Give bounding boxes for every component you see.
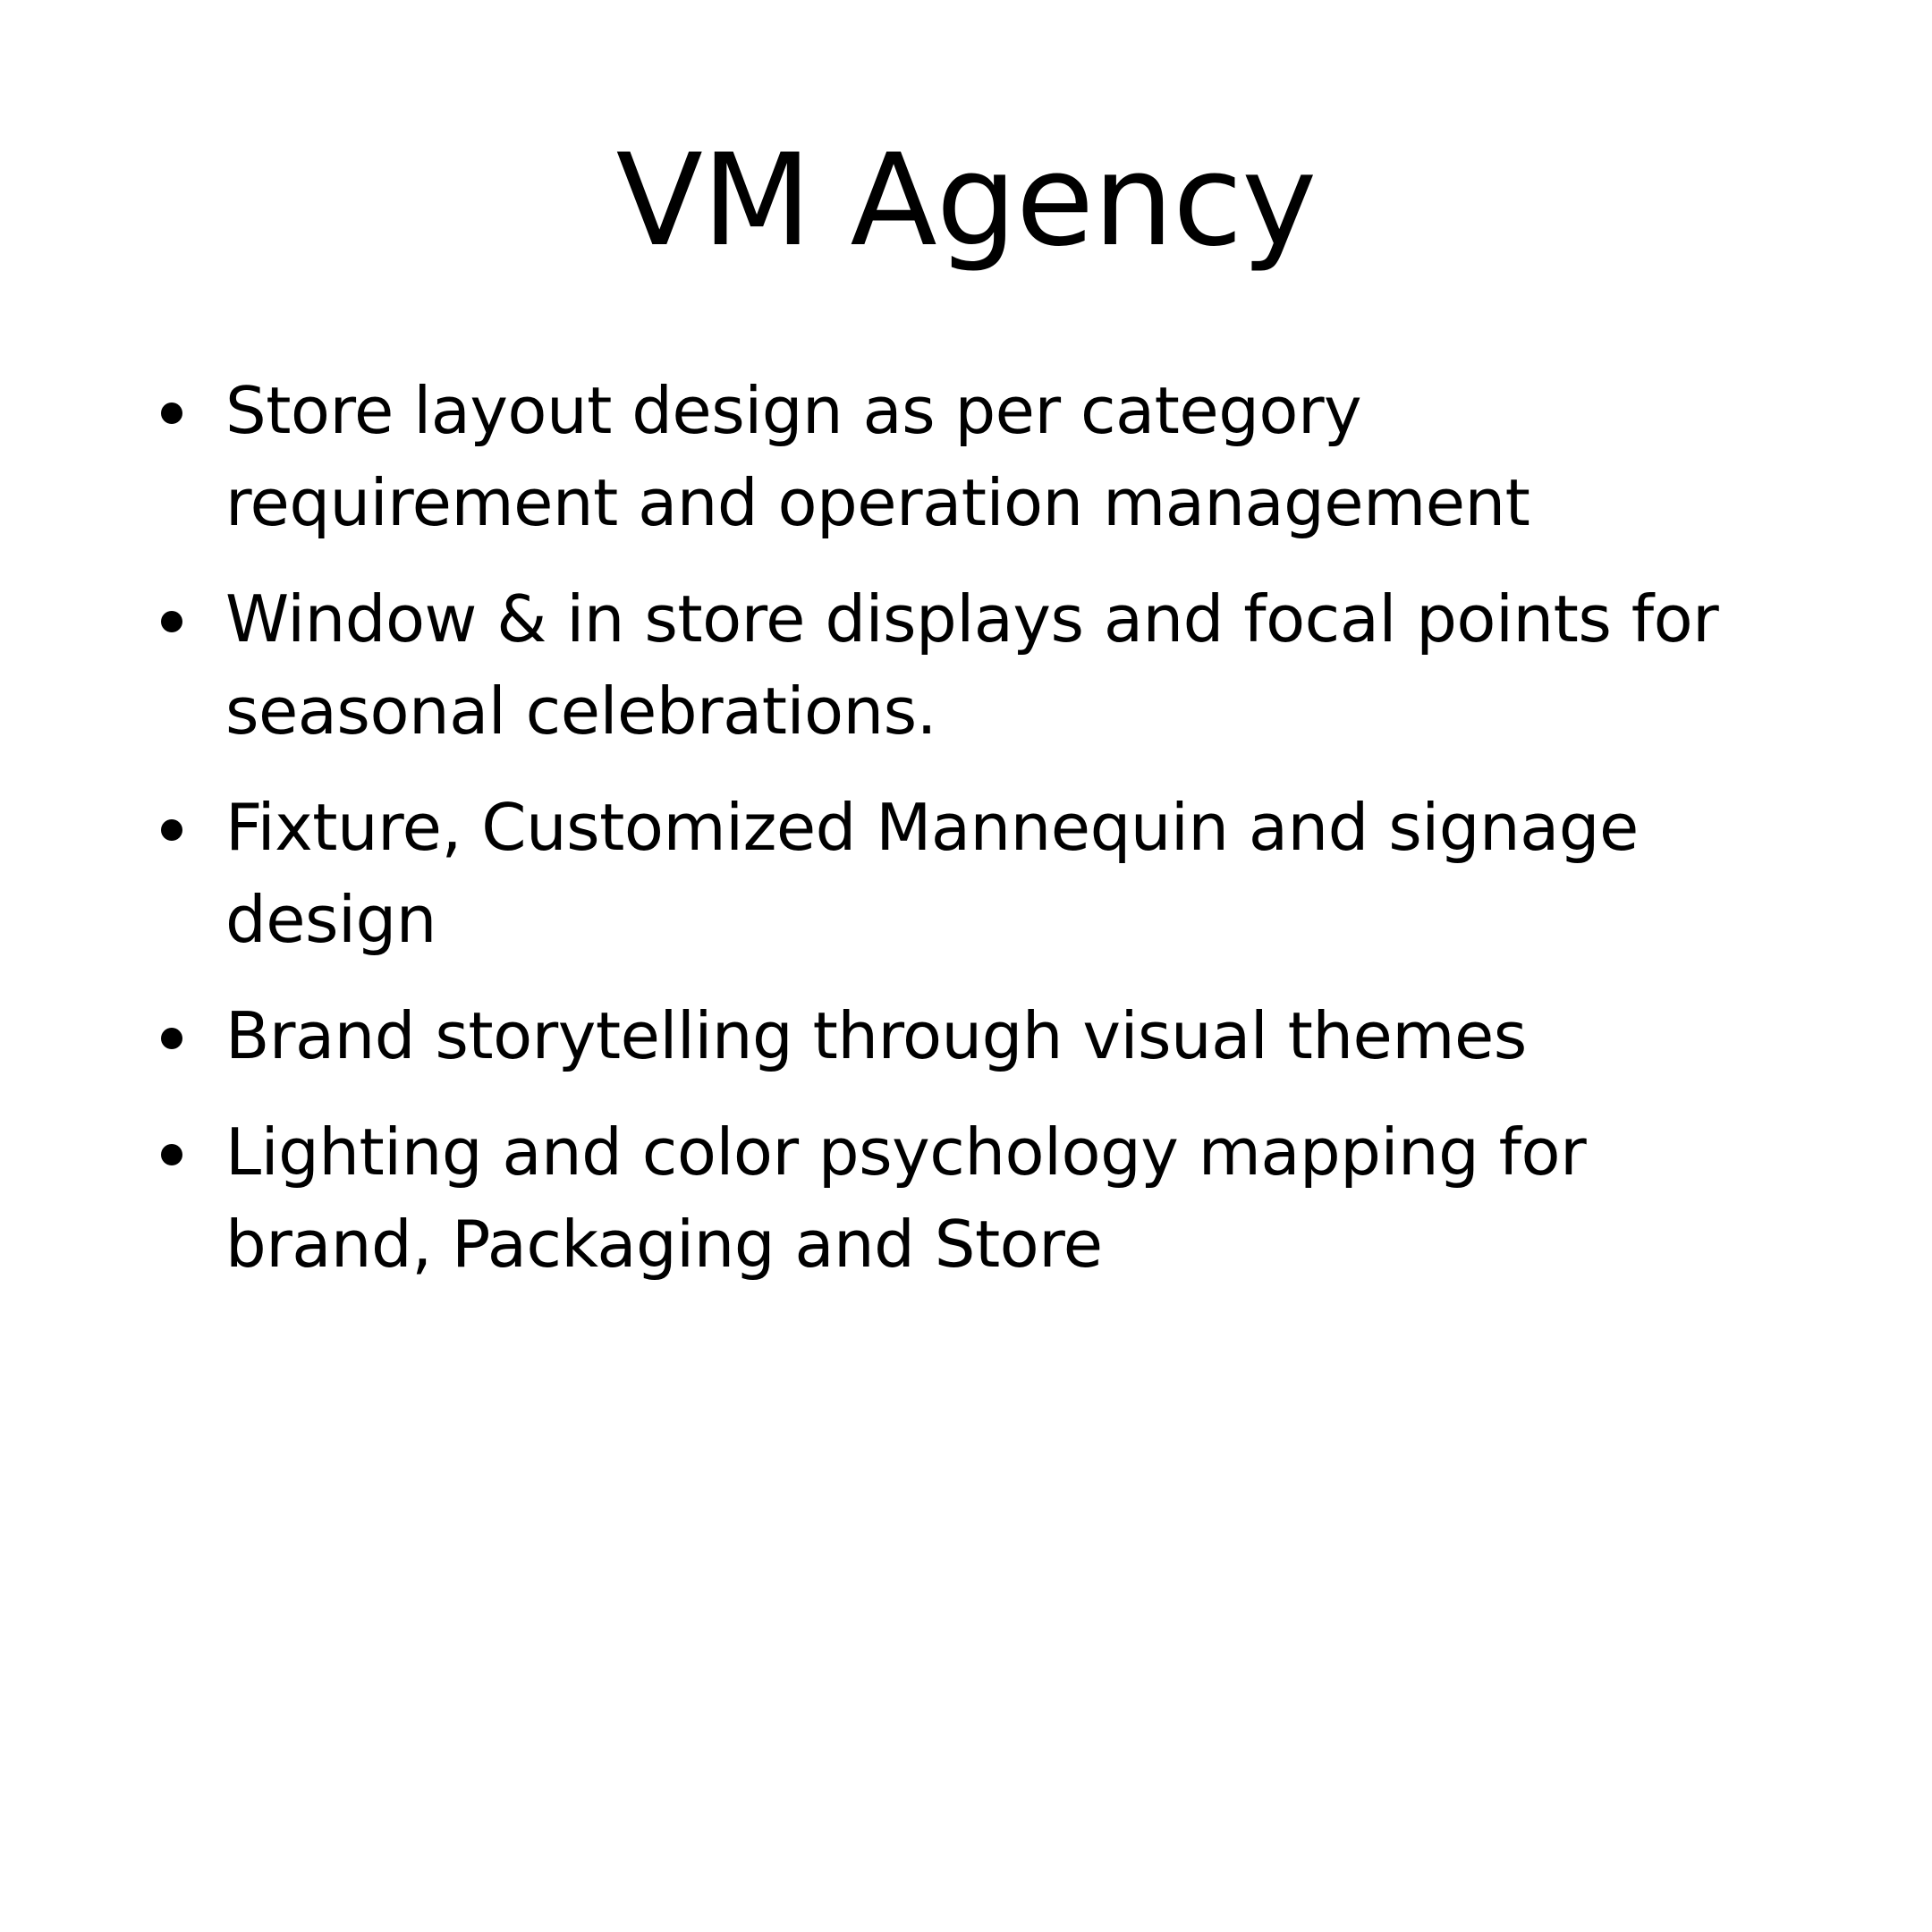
bullet-text-line: Store layout design as per category bbox=[225, 373, 1362, 448]
list-item bbox=[161, 573, 1825, 758]
list-item bbox=[161, 1106, 1825, 1291]
bullet-text-line: brand, Packaging and Store bbox=[225, 1207, 1103, 1282]
bullet-text-line: design bbox=[225, 882, 436, 957]
list-item bbox=[161, 990, 1825, 1082]
bullet-icon bbox=[161, 1144, 182, 1165]
bullet-text-line: Lighting and color psychology mapping for bbox=[225, 1114, 1587, 1190]
bullet-text-line: seasonal celebrations. bbox=[225, 674, 937, 749]
list-item bbox=[161, 782, 1825, 966]
bullet-icon bbox=[161, 402, 182, 424]
bullet-icon bbox=[161, 1028, 182, 1049]
bullet-text-line: Fixture, Customized Mannequin and signage bbox=[225, 790, 1639, 865]
bullet-list bbox=[161, 365, 1825, 1315]
bullet-text-line: requirement and operation management bbox=[225, 465, 1530, 540]
bullet-icon bbox=[161, 611, 182, 632]
bullet-icon bbox=[161, 819, 182, 841]
bullet-text-line: Brand storytelling through visual themes bbox=[225, 998, 1527, 1073]
page-title: VM Agency bbox=[615, 127, 1317, 275]
list-item bbox=[161, 365, 1825, 549]
bullet-text-line: Window & in store displays and focal points for bbox=[225, 581, 1719, 657]
